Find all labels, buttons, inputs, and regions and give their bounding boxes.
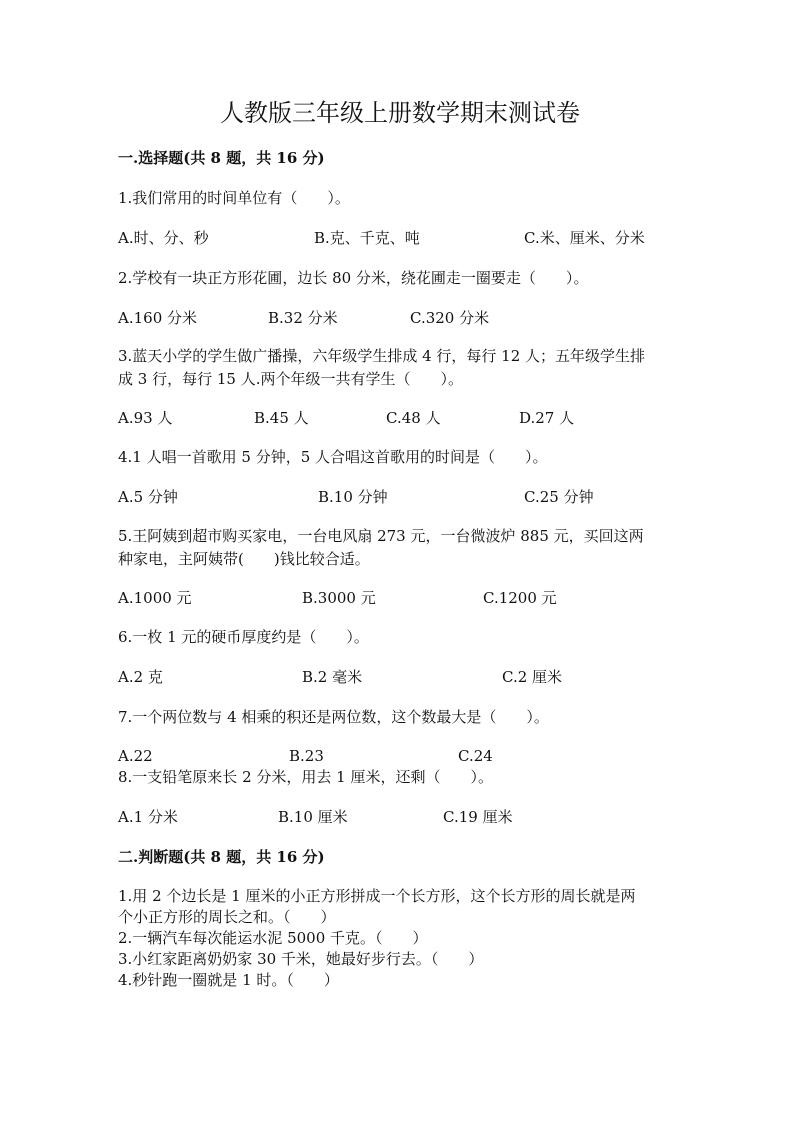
q4-option-c: C.25 分钟 xyxy=(524,488,594,506)
q1-option-b: B.克、千克、吨 xyxy=(314,229,420,247)
q2-option-b: B.32 分米 xyxy=(268,309,338,327)
q3-option-c: C.48 人 xyxy=(386,409,441,427)
q5-option-a: A.1000 元 xyxy=(118,589,192,607)
section-heading-choice: 一.选择题(共 8 题，共 16 分) xyxy=(118,149,325,167)
question-8: 8.一支铅笔原来长 2 分米，用去 1 厘米，还剩（ ）。 xyxy=(118,768,493,786)
q6-option-a: A.2 克 xyxy=(118,668,163,686)
page-title: 人教版三年级上册数学期末测试卷 xyxy=(220,99,580,127)
q7-option-a: A.22 xyxy=(118,747,153,765)
q2-option-c: C.320 分米 xyxy=(410,309,490,327)
q2-option-a: A.160 分米 xyxy=(118,309,197,327)
judgment-4: 4.秒针跑一圈就是 1 时。（ ） xyxy=(118,971,339,989)
q6-option-b: B.2 毫米 xyxy=(302,668,363,686)
judgment-1-line-1: 1.用 2 个边长是 1 厘米的小正方形拼成一个长方形，这个长方形的周长就是两 xyxy=(118,887,636,905)
section-heading-judgment: 二.判断题(共 8 题，共 16 分) xyxy=(118,848,325,866)
q6-option-c: C.2 厘米 xyxy=(502,668,563,686)
q1-option-a: A.时、分、秒 xyxy=(118,229,209,247)
question-1: 1.我们常用的时间单位有（ ）。 xyxy=(118,189,350,207)
q5-option-c: C.1200 元 xyxy=(483,589,557,607)
q7-option-b: B.23 xyxy=(289,747,324,765)
judgment-1-line-2: 个小正方形的周长之和。（ ） xyxy=(118,908,336,926)
q3-option-d: D.27 人 xyxy=(519,409,575,427)
judgment-3: 3.小红家距离奶奶家 30 千米，她最好步行去。（ ） xyxy=(118,950,484,968)
q4-option-a: A.5 分钟 xyxy=(118,488,178,506)
q3-option-a: A.93 人 xyxy=(118,409,173,427)
question-3-line-2: 成 3 行，每行 15 人.两个年级一共有学生（ ）。 xyxy=(118,370,463,388)
q4-option-b: B.10 分钟 xyxy=(318,488,388,506)
question-3-line-1: 3.蓝天小学的学生做广播操，六年级学生排成 4 行，每行 12 人；五年级学生排 xyxy=(118,347,646,365)
q8-option-a: A.1 分米 xyxy=(118,808,178,826)
q5-option-b: B.3000 元 xyxy=(302,589,376,607)
question-6: 6.一枚 1 元的硬币厚度约是（ ）。 xyxy=(118,628,369,646)
question-5-line-1: 5.王阿姨到超市购买家电，一台电风扇 273 元，一台微波炉 885 元，买回这两 xyxy=(118,527,644,545)
q1-option-c: C.米、厘米、分米 xyxy=(524,229,645,247)
question-5-line-2: 种家电，主阿姨带( )钱比较合适。 xyxy=(118,550,370,568)
question-7: 7.一个两位数与 4 相乘的积还是两位数，这个数最大是（ ）。 xyxy=(118,708,549,726)
question-2: 2.学校有一块正方形花圃，边长 80 分米，绕花圃走一圈要走（ ）。 xyxy=(118,269,589,287)
q3-option-b: B.45 人 xyxy=(254,409,309,427)
q8-option-c: C.19 厘米 xyxy=(443,808,513,826)
question-4: 4.1 人唱一首歌用 5 分钟，5 人合唱这首歌用的时间是（ ）。 xyxy=(118,448,548,466)
q8-option-b: B.10 厘米 xyxy=(278,808,348,826)
q7-option-c: C.24 xyxy=(458,747,493,765)
judgment-2: 2.一辆汽车每次能运水泥 5000 千克。（ ） xyxy=(118,929,428,947)
